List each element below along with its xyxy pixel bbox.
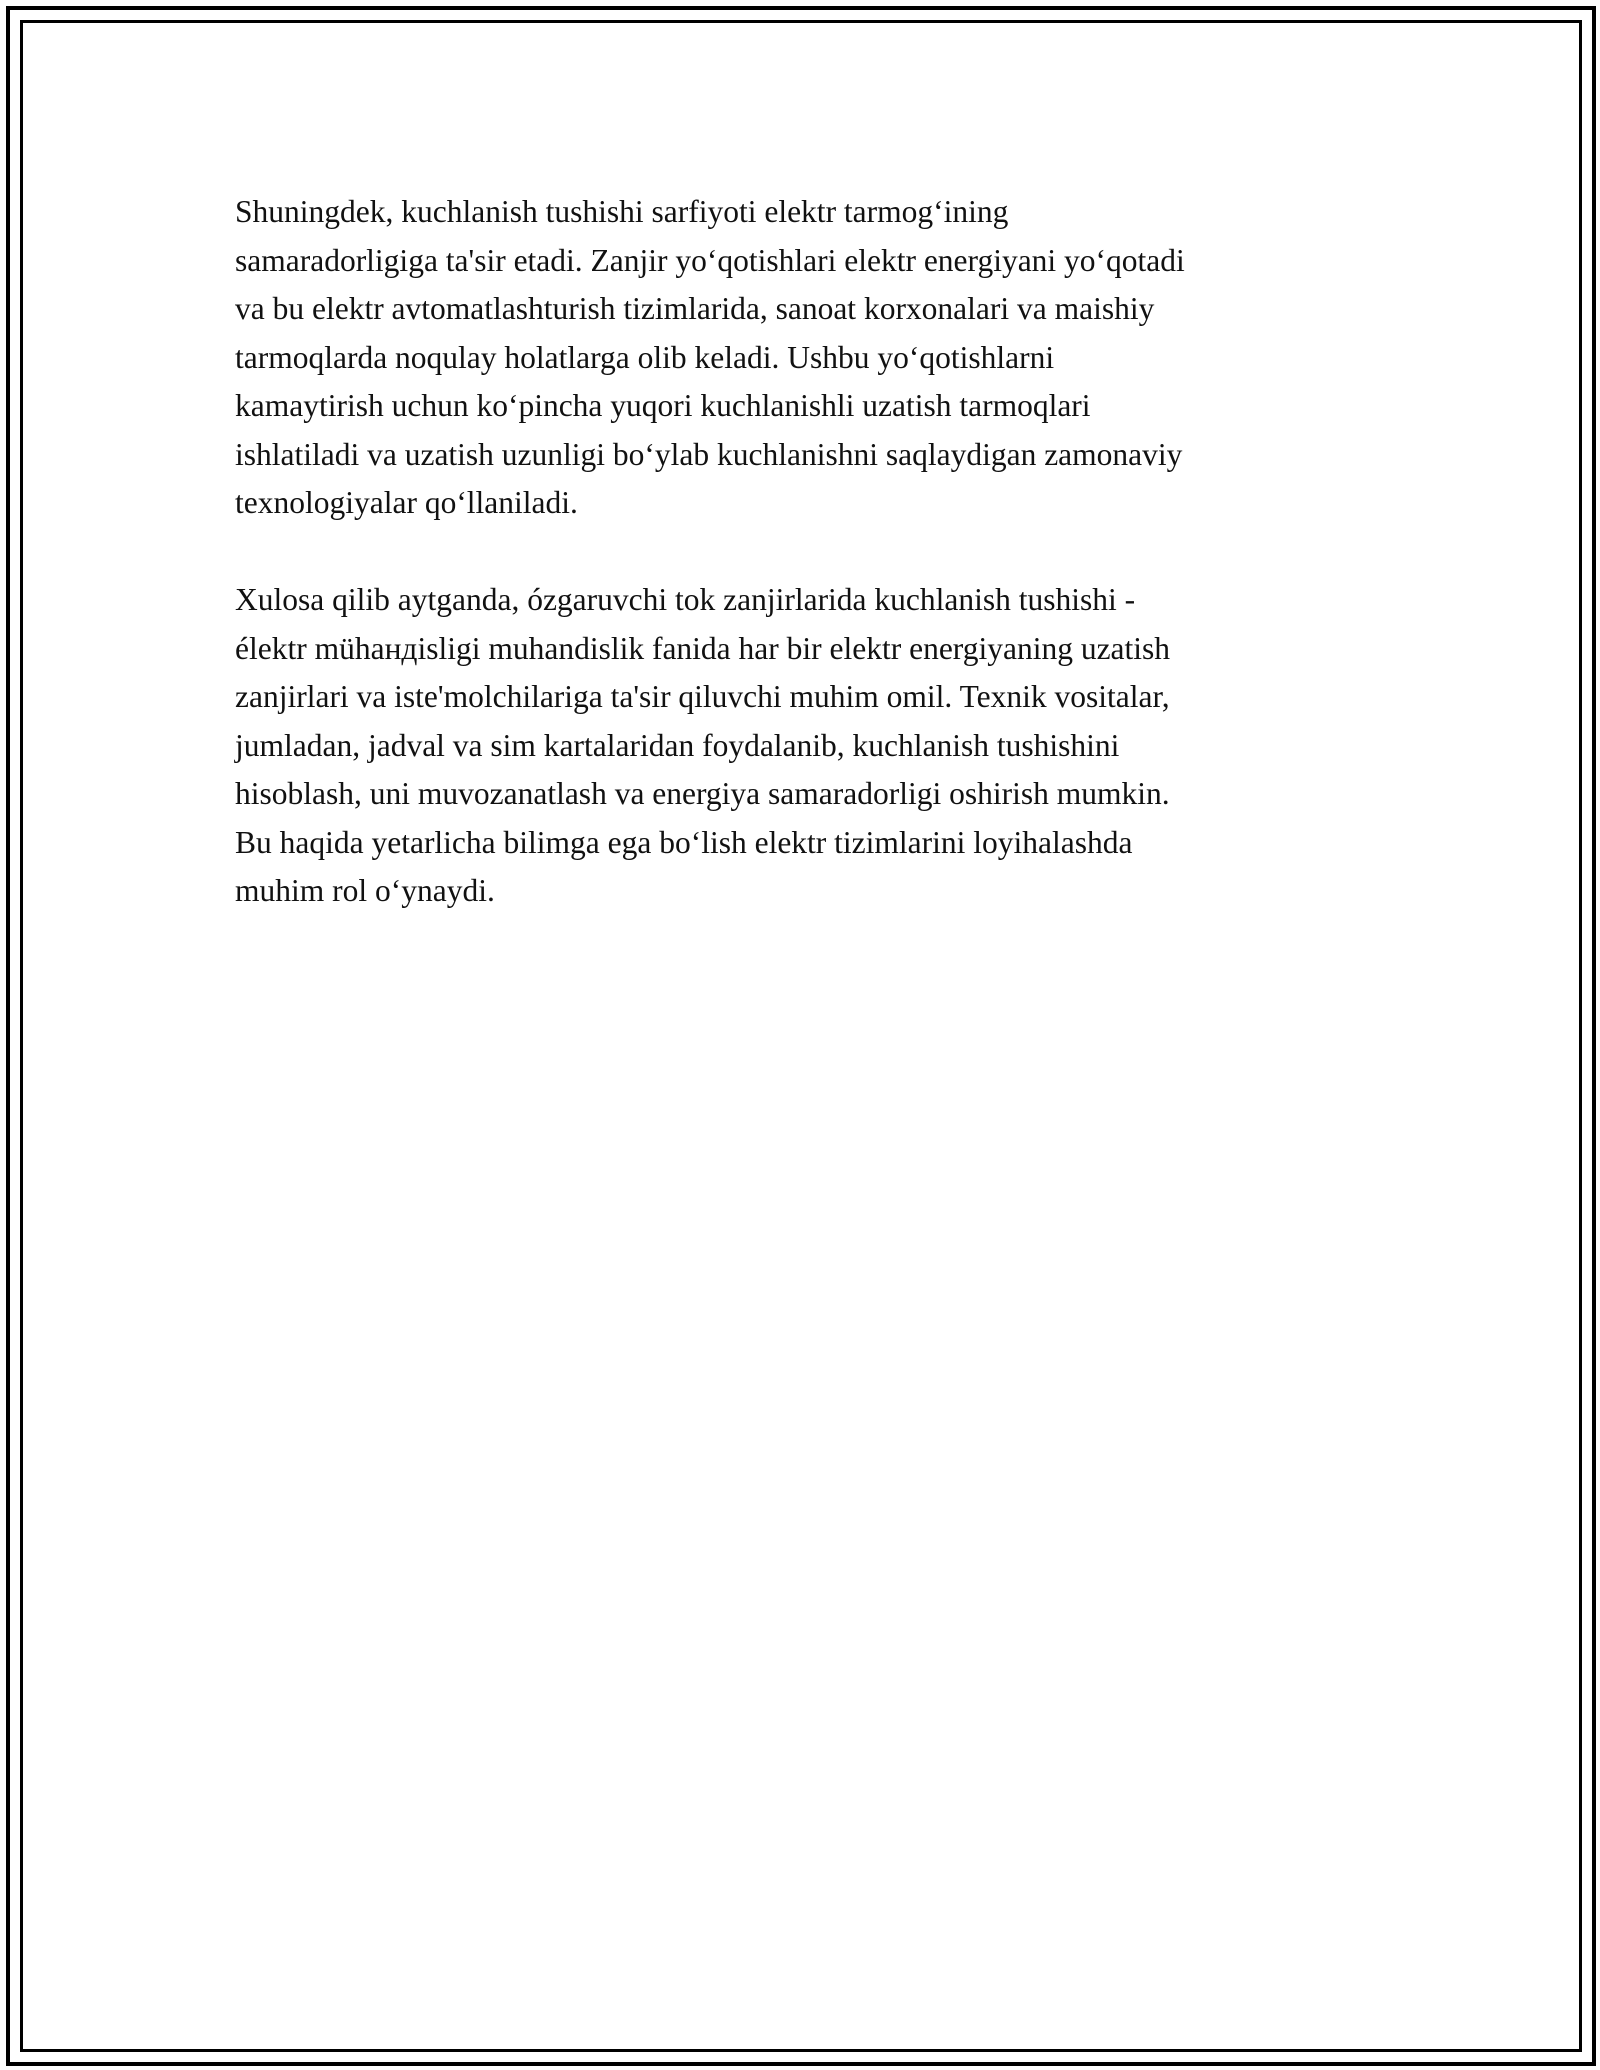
text-line: ishlatiladi va uzatish uzunligi bo‘ylab kuchlanishni saqlaydigan zamonaviy xyxy=(235,436,1183,472)
text-line: samaradorligiga ta'sir etadi. Zanjir yo‘qotishlari elektr energiyani yo‘qotadi xyxy=(235,242,1185,278)
text-line: Xulosa qilib aytganda, ózgaruvchi tok zanjirlarida kuchlanish tushishi - xyxy=(235,582,1136,617)
text-line: jumladan, jadval va sim kartalaridan foydalanib, kuchlanish tushishini xyxy=(235,727,1120,763)
text-line: Bu haqida yetarlicha bilimga ega bo‘lish elektr tizimlarini loyihalashda xyxy=(235,824,1133,860)
paragraph-2 xyxy=(235,576,1365,916)
text-line: tarmoqlarda noqulay holatlarga olib keladi. Ushbu yo‘qotishlarni xyxy=(235,339,1055,375)
text-line: muhim rol o‘ynaydi. xyxy=(235,873,495,908)
text-line: Shuningdek, kuchlanish tushishi sarfiyoti elektr tarmog‘ining xyxy=(235,194,1009,229)
text-line: kamaytirish uchun ko‘pincha yuqori kuchlanishli uzatish tarmoqlari xyxy=(235,388,1091,423)
text-line: hisoblash, uni muvozanatlash va energiya samaradorligi oshirish mumkin. xyxy=(235,776,1170,811)
document-body xyxy=(235,188,1365,916)
text-line: texnologiyalar qo‘llaniladi. xyxy=(235,485,578,520)
paragraph-1 xyxy=(235,188,1365,528)
text-line: élektr mühaндisligi muhandislik fanida har bir elektr energiyaning uzatish xyxy=(235,630,1171,666)
text-line: va bu elektr avtomatlashturish tizimlarida, sanoat korxonalari va maishiy xyxy=(235,291,1155,326)
text-line: zanjirlari va iste'molchilariga ta'sir qiluvchi muhim omil. Texnik vositalar, xyxy=(235,679,1170,714)
